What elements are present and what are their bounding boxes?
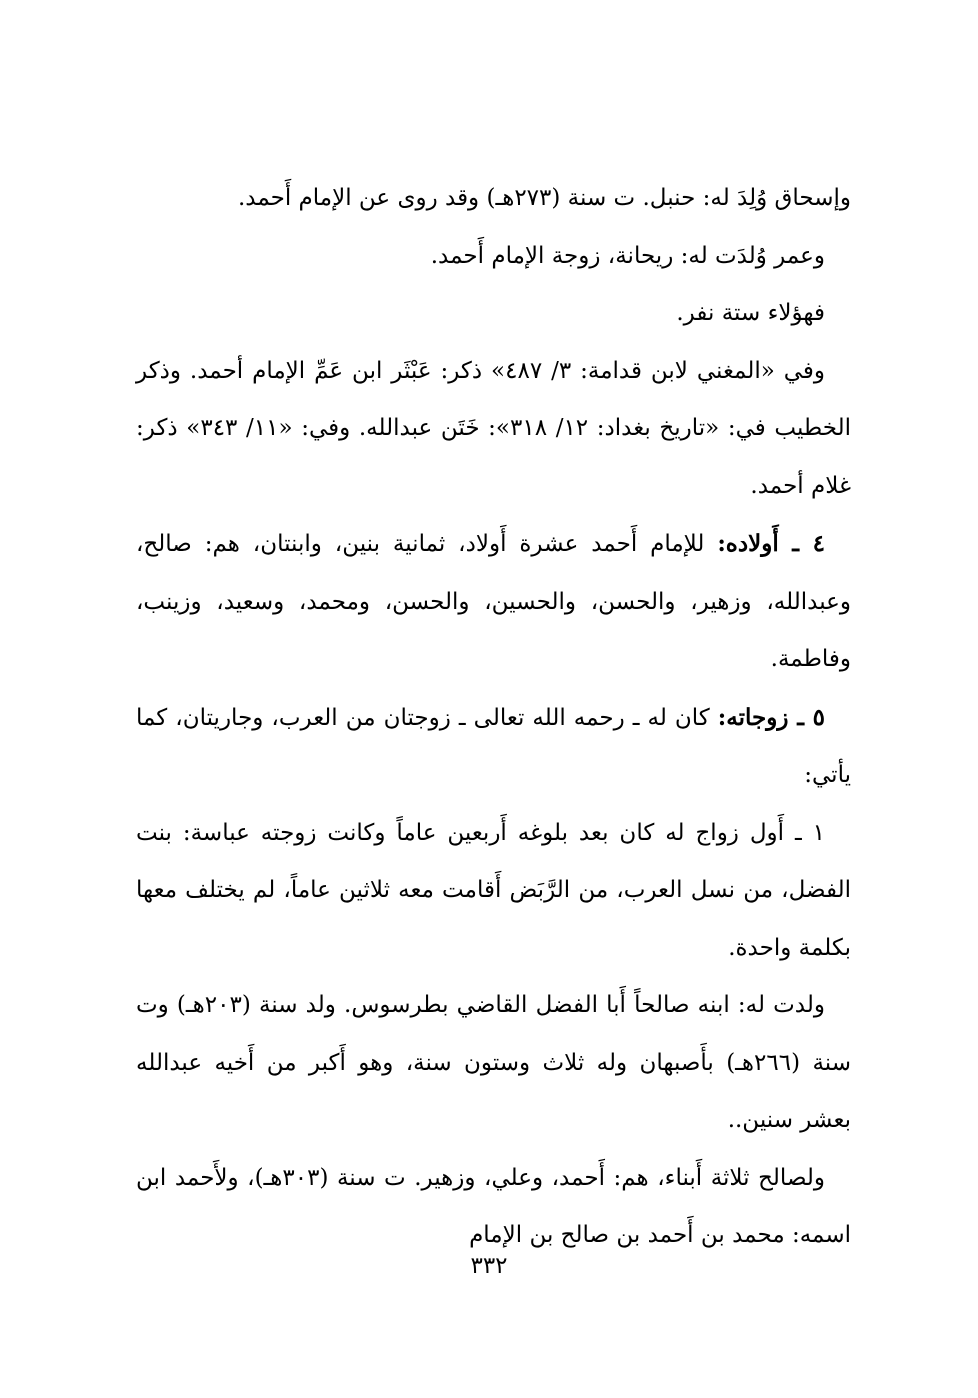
paragraph-children	[136, 515, 851, 689]
body-text	[136, 170, 851, 1265]
paragraph-mughni-reference: وفي «المغني لابن قدامة: ٣/ ٤٨٧» ذكر: عَبْثَر ابن عَمِّ الإمام أحمد. وذكر الخطيب في: «تاريخ بغداد: ١٢/ ٣١٨»: خَتَن عبدالله. وفي: «١١/ ٣٤٣» ذكر: غلام أحمد.	[136, 357, 852, 499]
wives-text: كان له ـ رحمه الله تعالى ـ زوجتان من العرب، وجاريتان، كما يأتي:	[136, 704, 851, 788]
children-text: للإمام أَحمد عشرة أَولاد، ثمانية بنين، وابنتان، هم: صالح، وعبدالله، وزهير، والحسن، والحسين، والحسن، ومحمد، وسعيد، وزينب، وفاطمة.	[136, 531, 851, 672]
paragraph-six-persons: فهؤلاء ستة نفر.	[676, 300, 825, 326]
paragraph-umar: وعمر وُلدَت له: ريحانة، زوجة الإمام أَحمد.	[430, 242, 825, 269]
paragraph-first-marriage: ١ ـ أَول زواج له كان بعد بلوغه أَربعين عاماً وكانت زوجته عباسة: بنت الفضل، من نسل العرب، من الرَّبَض أَقامت معه ثلاثين عاماً، لم يختلف معها بكلمة واحدة.	[136, 819, 851, 961]
page-number: ٣٣٢	[470, 1253, 508, 1279]
paragraph-salih-sons: ولصالح ثلاثة أَبناء، هم: أَحمد، وعلي، وزهير. ت سنة (٣٠٣هـ)، ولأَحمد ابن اسمه: محمد بن أَحمد بن صالح بن الإمام	[136, 1164, 851, 1248]
section-heading-children: ٤ ـ أَولاده:	[717, 530, 825, 557]
paragraph-wives	[136, 689, 851, 805]
paragraph-ishaq: وإسحاق وُلِدَ له: حنبل. ت سنة (٢٧٣هـ) وقد روى عن الإمام أَحمد.	[237, 185, 851, 211]
paragraph-salih-birth: ولدت له: ابنه صالحاً أَبا الفضل القاضي بطرسوس. ولد سنة (٢٠٣هـ) وت سنة (٢٦٦هـ) بأَصبهان وله ثلاث وستون سنة، وهو أَكبر من أَخيه عبدالله بعشر سنين..	[136, 992, 851, 1133]
section-heading-wives: ٥ ـ زوجاته:	[717, 703, 826, 731]
